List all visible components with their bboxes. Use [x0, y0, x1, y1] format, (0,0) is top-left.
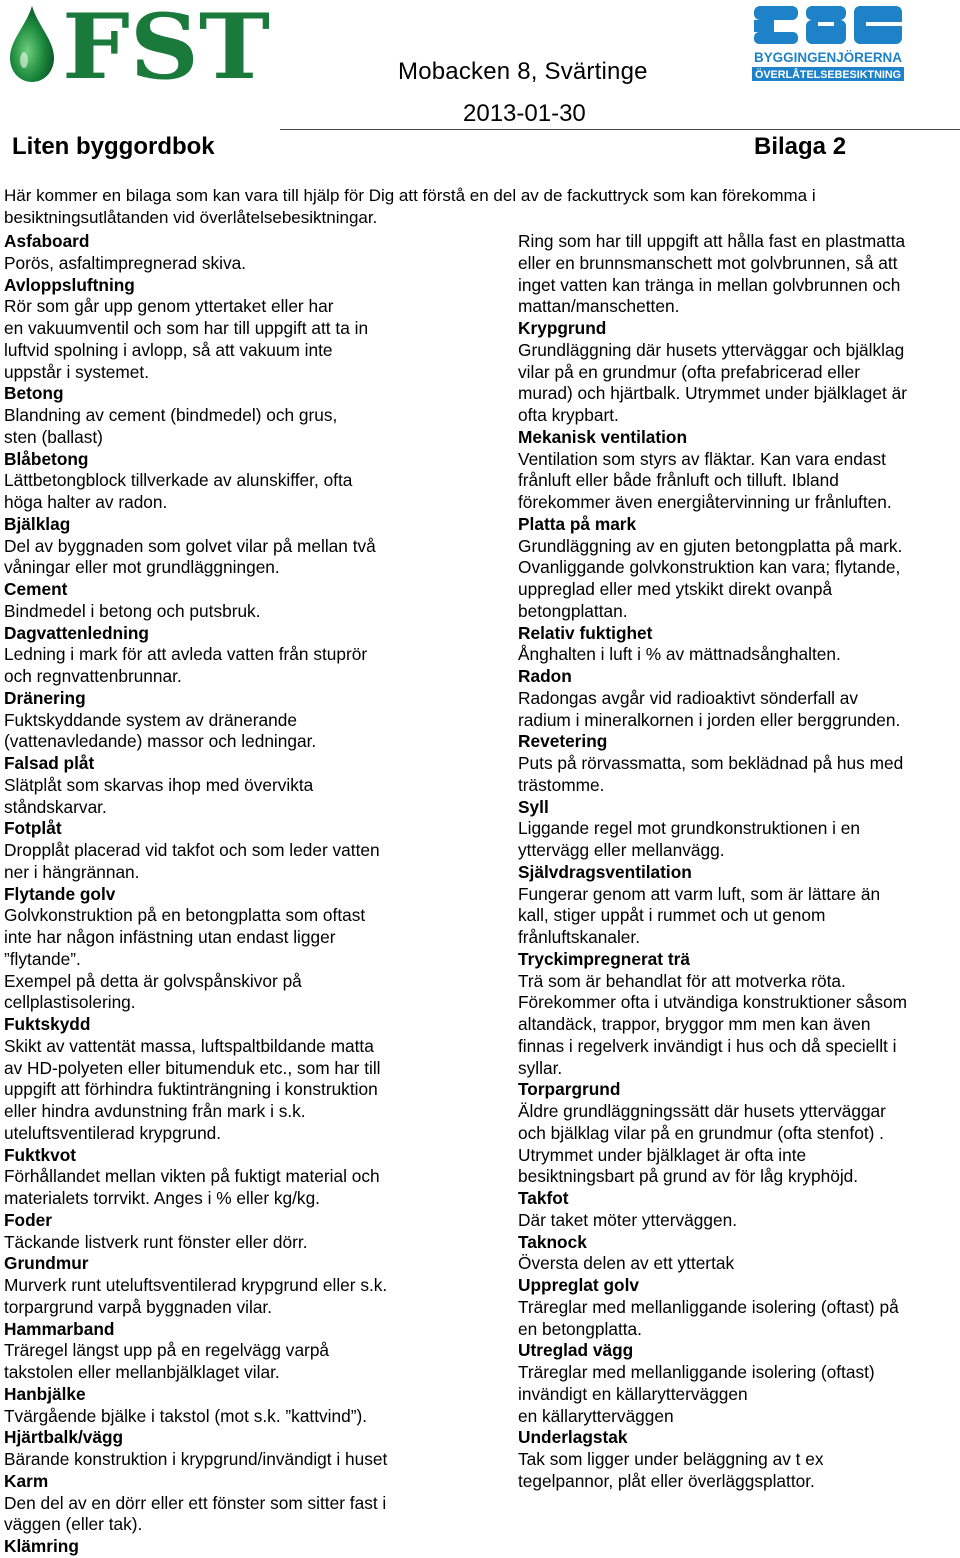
glossary-term: Bjälklag — [4, 513, 71, 534]
glossary-term: Avloppsluftning — [4, 274, 135, 295]
glossary-definition-line: uppreglad eller med ytskikt direkt ovanpå — [518, 579, 833, 599]
glossary-term: Radon — [518, 666, 572, 686]
intro-paragraph — [4, 185, 954, 228]
glossary-definition-line: (vattenavledande) massor och ledningar. — [4, 731, 317, 752]
glossary-term: Syll — [518, 796, 549, 817]
glossary-term: Betong — [4, 383, 64, 404]
glossary-definition-line: trästomme. — [518, 774, 605, 795]
glossary-definition-line: Den del av en dörr eller ett fönster som sitter fast i — [4, 1492, 387, 1513]
glossary-definition-line: Skikt av vattentät massa, luftspaltbildande matta — [4, 1035, 374, 1056]
glossary-definition-line: Grundläggning av en gjuten betongplatta på mark. — [518, 535, 903, 556]
glossary-definition-line: Förhållandet mellan vikten på fuktigt material och — [4, 1166, 380, 1187]
glossary-definition-line: och bjälklag vilar på en grundmur (ofta stenfot) . — [518, 1122, 884, 1143]
glossary-definition-line: Bärande konstruktion i krypgrund/invändigt i huset — [4, 1449, 388, 1469]
intro-line: Här kommer en bilaga som kan vara till hjälp för Dig att förstå en del av de fackuttryck som kan förekomma i — [4, 186, 816, 205]
glossary-definition-line: uteluftsventilerad krypgrund. — [4, 1122, 222, 1143]
glossary-definition-line: höga halter av radon. — [4, 492, 168, 512]
glossary-definition-line: Ventilation som styrs av fläktar. Kan vara endast — [518, 448, 886, 469]
attachment-label: Bilaga 2 — [754, 133, 847, 160]
glossary-definition-line: finnas i regelverk invändigt i hus och då speciellt i — [518, 1035, 897, 1056]
glossary-definition-line: Slätplåt som skarvas ihop med övervikta — [4, 774, 314, 795]
glossary-definition-line: Dropplåt placerad vid takfot och som leder vatten — [4, 840, 380, 860]
droplet-icon — [10, 6, 54, 82]
glossary-definition-line: Äldre grundläggningssätt där husets ytterväggar — [518, 1101, 886, 1121]
glossary-definition-line: väggen (eller tak). — [4, 1514, 143, 1535]
glossary-term: Tryckimpregnerat trä — [518, 948, 690, 969]
glossary-definition-line: Murverk runt uteluftsventilerad krypgrund eller s.k. — [4, 1275, 388, 1295]
glossary-term: Underlagstak — [518, 1427, 628, 1448]
glossary-definition-line: takstolen eller mellanbjälklaget vilar. — [4, 1362, 280, 1382]
glossary-definition-line: torpargrund varpå byggnaden vilar. — [4, 1296, 273, 1317]
glossary-term: Fotplåt — [4, 818, 62, 839]
glossary-definition-line: en källarytterväggen — [518, 1405, 674, 1426]
glossary-term: Falsad plåt — [4, 753, 95, 773]
glossary-definition-line: cellplastisolering. — [4, 992, 136, 1013]
glossary-definition-line: Förekommer ofta i utvändiga konstruktioner såsom — [518, 992, 907, 1013]
glossary-term: Foder — [4, 1209, 53, 1230]
glossary-definition-line: Träreglar med mellanliggande isolering (oftast) — [518, 1362, 875, 1382]
glossary-term: Uppreglat golv — [518, 1275, 639, 1295]
fst-logo-text: FST — [62, 2, 271, 84]
sbr-logo-line1: BYGGINGENJÖRERNA — [754, 49, 902, 65]
glossary-definition-line: Träregel längst upp på en regelvägg varpå — [4, 1340, 330, 1361]
glossary-right-column — [518, 231, 958, 1493]
glossary-term: Självdragsventilation — [518, 861, 692, 882]
glossary-term: Taknock — [518, 1231, 587, 1252]
glossary-definition-line: Golvkonstruktion på en betongplatta som oftast — [4, 905, 366, 926]
sbr-logo-line2: ÖVERLÅTELSEBESIKTNING — [755, 69, 904, 81]
glossary-definition-line: eller en brunnsmanschett mot golvbrunnen, så att — [518, 252, 898, 273]
glossary-definition-line: uppgift att förhindra fuktinträngning i konstruktion — [4, 1079, 378, 1100]
glossary-definition-line: Exempel på detta är golvspånskivor på — [4, 970, 302, 991]
glossary-definition-line: ofta krypbart. — [518, 405, 619, 425]
glossary-definition-line: Tvärgående bjälke i takstol (mot s.k. ”kattvind”). — [4, 1405, 368, 1426]
glossary-definition-line: radium i mineralkornen i jorden eller berggrunden. — [518, 709, 901, 730]
glossary-definition-line: murad) och hjärtbalk. Utrymmet under bjälklaget är — [518, 383, 907, 404]
glossary-definition-line: Bindmedel i betong och putsbruk. — [4, 600, 261, 621]
glossary-definition-line: ner i hängrännan. — [4, 861, 140, 882]
glossary-definition-line: eller hindra avdunstning från mark i s.k. — [4, 1101, 306, 1121]
glossary-term: Revetering — [518, 731, 608, 752]
glossary-definition-line: frånluft eller både frånluft och tilluft. Ibland — [518, 470, 839, 491]
inspection-date: 2013-01-30 — [463, 100, 586, 127]
glossary-definition-line: Rör som går upp genom yttertaket eller har — [4, 296, 334, 317]
glossary-definition-line: syllar. — [518, 1057, 563, 1078]
glossary-definition-line: ”flytande”. — [4, 948, 81, 969]
glossary-definition-line: Utrymmet under bjälklaget är ofta inte — [518, 1144, 807, 1165]
fst-logo — [6, 2, 272, 84]
glossary-term: Karm — [4, 1470, 49, 1491]
glossary-term: Takfot — [518, 1188, 569, 1208]
glossary-term: Fuktkvot — [4, 1144, 77, 1165]
glossary-definition-line: yttervägg eller mellanvägg. — [518, 840, 725, 860]
glossary-definition-line: materialets torrvikt. Anges i % eller kg/kg. — [4, 1188, 320, 1208]
glossary-definition-line: Ledning i mark för att avleda vatten från stuprör — [4, 644, 368, 665]
glossary-definition-line: Översta delen av ett yttertak — [518, 1253, 735, 1274]
glossary-term: Klämring — [4, 1536, 79, 1556]
glossary-definition-line: och regnvattenbrunnar. — [4, 666, 182, 686]
glossary-term: Utreglad vägg — [518, 1340, 634, 1361]
glossary-term: Dränering — [4, 687, 86, 708]
glossary-definition-line: Fuktskyddande system av dränerande — [4, 709, 297, 730]
glossary-definition-line: en vakuumventil och som har till uppgift att ta in — [4, 318, 369, 338]
glossary-term: Fuktskydd — [4, 1014, 91, 1034]
glossary-definition-line: tegelpannor, plåt eller överläggsplattor. — [518, 1470, 815, 1491]
glossary-definition-line: vilar på en grundmur (ofta prefabricerad eller — [518, 361, 860, 382]
glossary-definition-line: inte har någon infästning utan endast ligger — [4, 927, 336, 947]
glossary-term: Blåbetong — [4, 448, 89, 469]
glossary-definition-line: Puts på rörvassmatta, som beklädnad på hus med — [518, 753, 904, 773]
glossary-definition-line: Där taket möter ytterväggen. — [518, 1209, 737, 1230]
glossary-term: Mekanisk ventilation — [518, 426, 688, 447]
glossary-definition-line: Liggande regel mot grundkonstruktionen i en — [518, 818, 861, 839]
glossary-definition-line: Fungerar genom att varm luft, som är lättare än — [518, 883, 881, 904]
glossary-definition-line: av HD-polyeten eller bitumenduk etc., som har till — [4, 1057, 381, 1078]
glossary-definition-line: inget vatten kan tränga in mellan golvbrunnen och — [518, 274, 901, 295]
glossary-definition-line: luftvid spolning i avlopp, så att vakuum inte — [4, 339, 333, 360]
glossary-term: Cement — [4, 579, 68, 599]
glossary-term: Hammarband — [4, 1318, 115, 1339]
glossary-definition-line: ståndskarvar. — [4, 796, 107, 817]
glossary-term: Grundmur — [4, 1253, 89, 1274]
glossary-definition-line: Täckande listverk runt fönster eller dörr. — [4, 1231, 308, 1252]
sbr-logo — [752, 4, 904, 84]
glossary-definition-line: altandäck, trappor, bryggor mm men kan även — [518, 1014, 871, 1034]
glossary-definition-line: Blandning av cement (bindmedel) och grus, — [4, 405, 338, 425]
glossary-definition-line: invändigt en källarytterväggen — [518, 1383, 748, 1404]
glossary-term: Platta på mark — [518, 513, 637, 534]
glossary-definition-line: förekommer även energiåtervinning ur frånluften. — [518, 492, 892, 512]
glossary-left-column — [4, 231, 474, 1558]
glossary-definition-line: frånluftskanaler. — [518, 927, 640, 947]
header-divider — [280, 129, 960, 130]
document-title: Liten byggordbok — [12, 133, 215, 160]
glossary-definition-line: våningar eller mot grundläggningen. — [4, 557, 280, 578]
glossary-definition-line: Grundläggning där husets ytterväggar och bjälklag — [518, 339, 905, 360]
glossary-definition-line: besiktningsbart på grund av för låg kryphöjd. — [518, 1166, 859, 1187]
glossary-term: Relativ fuktighet — [518, 622, 653, 643]
glossary-definition-line: Trä som är behandlat för att motverka röta. — [518, 970, 846, 991]
glossary-definition-line: Del av byggnaden som golvet vilar på mellan två — [4, 535, 376, 556]
glossary-term: Flytande golv — [4, 883, 116, 904]
glossary-definition-line: sten (ballast) — [4, 426, 103, 447]
glossary-definition-line: Porös, asfaltimpregnerad skiva. — [4, 252, 247, 273]
glossary-term: Asfaboard — [4, 231, 90, 251]
glossary-definition-line: Tak som ligger under beläggning av t ex — [518, 1449, 824, 1469]
glossary-term: Hanbjälke — [4, 1383, 86, 1404]
intro-line: besiktningsutlåtanden vid överlåtelsebesiktningar. — [4, 207, 378, 227]
property-address: Mobacken 8, Svärtinge — [398, 58, 648, 85]
glossary-definition-line: en betongplatta. — [518, 1318, 642, 1339]
glossary-definition-line: Lättbetongblock tillverkade av alunskiffer, ofta — [4, 470, 353, 491]
glossary-term: Torpargrund — [518, 1079, 621, 1100]
glossary-term: Dagvattenledning — [4, 622, 149, 643]
glossary-definition-line: betongplattan. — [518, 600, 628, 621]
glossary-term: Krypgrund — [518, 318, 607, 338]
glossary-definition-line: Ånghalten i luft i % av mättnadsånghalten. — [518, 644, 841, 665]
glossary-definition-line: Träreglar med mellanliggande isolering (oftast) på — [518, 1296, 899, 1317]
glossary-definition-line: mattan/manschetten. — [518, 296, 680, 317]
glossary-definition-line: uppstår i systemet. — [4, 361, 150, 382]
glossary-definition-line: Ring som har till uppgift att hålla fast en plastmatta — [518, 231, 906, 251]
glossary-definition-line: Ovanliggande golvkonstruktion kan vara; flytande, — [518, 557, 901, 578]
glossary-definition-line: Radongas avgår vid radioaktivt sönderfall av — [518, 687, 859, 708]
glossary-definition-line: kall, stiger uppåt i rummet och ut genom — [518, 905, 826, 926]
glossary-term: Hjärtbalk/vägg — [4, 1427, 124, 1448]
